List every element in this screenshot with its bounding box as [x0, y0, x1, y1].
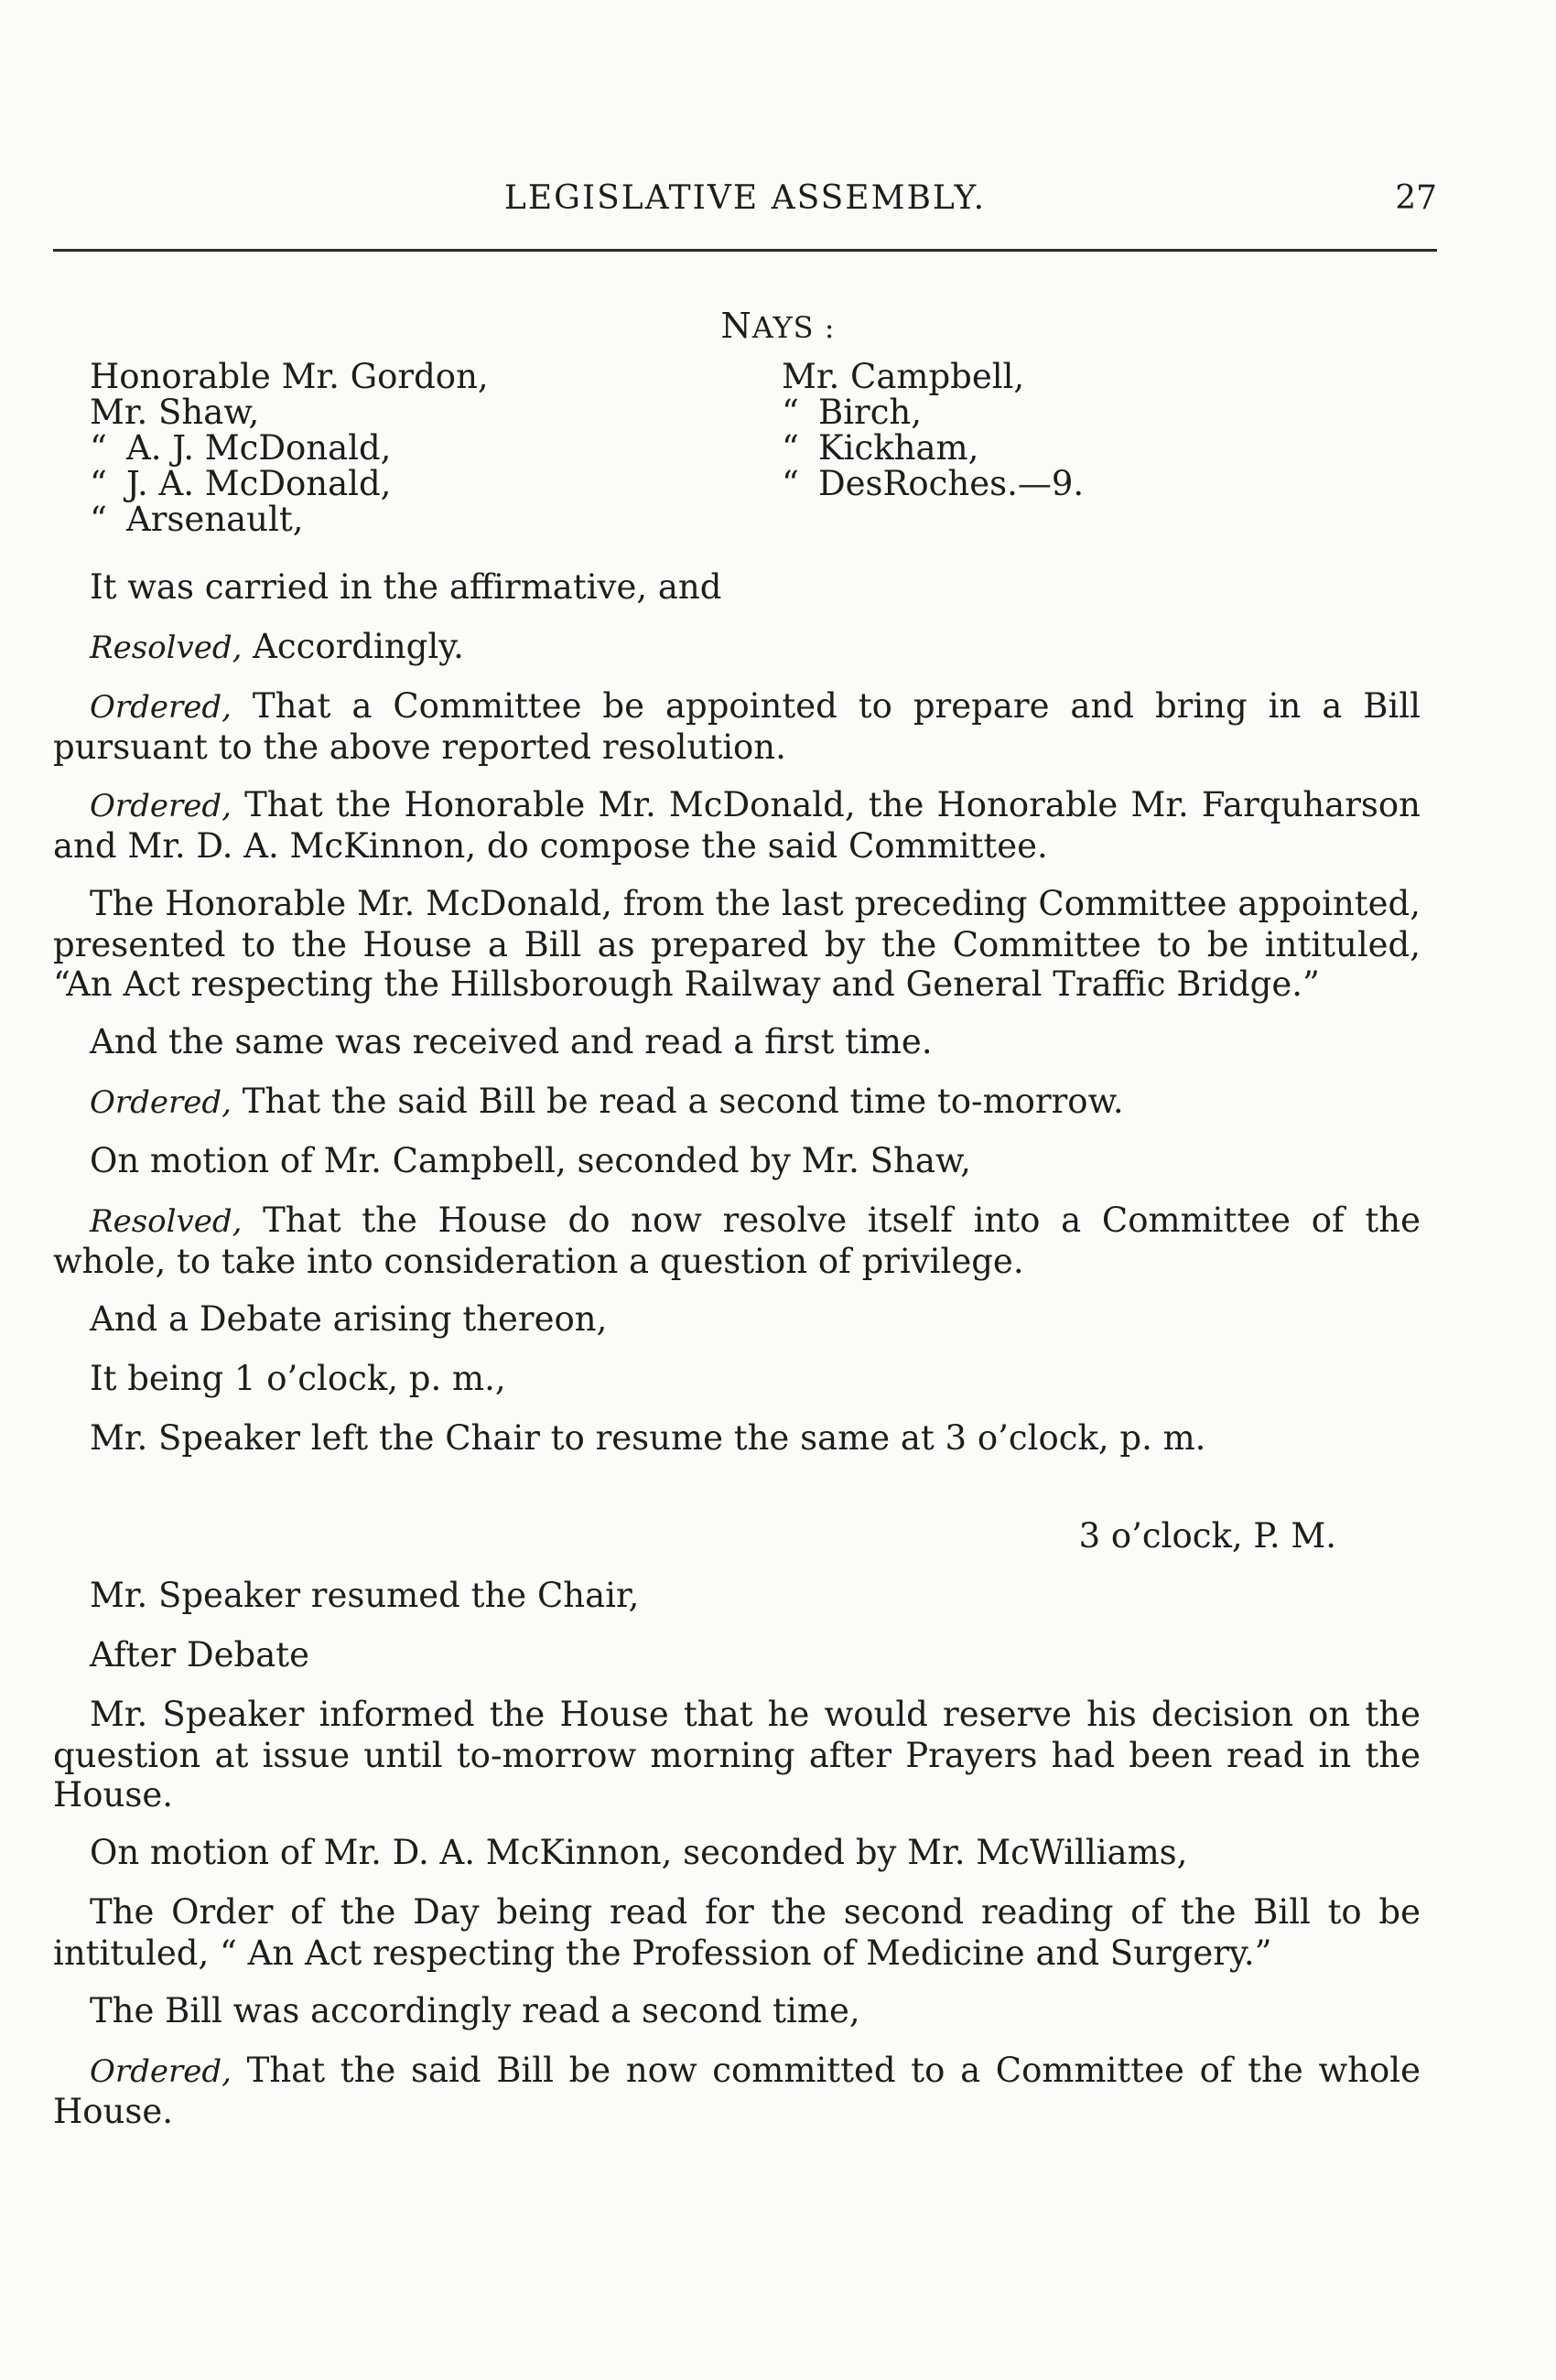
ditto-mark: “: [90, 428, 107, 468]
paragraph: Resolved, Accordingly.: [90, 627, 464, 666]
nays-heading: NAYS :: [720, 306, 836, 346]
journal-body: [53, 567, 1421, 2149]
paragraph: It being 1 o’clock, p. m.,: [90, 1359, 506, 1398]
paragraph: Resolved, That the House do now resolve itself into a Committee of the whole, to take into consideration a question of privilege.: [53, 1201, 1421, 1281]
paragraph: And the same was received and read a first time.: [90, 1022, 933, 1061]
paragraph: Mr. Speaker resumed the Chair,: [90, 1576, 640, 1615]
header-rule: [53, 249, 1437, 252]
nays-right-column: [782, 359, 1084, 501]
vote-name: Mr. Campbell,: [782, 357, 1025, 396]
page-number: 27: [1395, 179, 1437, 217]
paragraph: The Order of the Day being read for the second reading of the Bill to be intituled, “ An Act respecting the Profession of Medicine and Surgery.”: [53, 1892, 1421, 1973]
vote-name: “ Birch,: [782, 393, 923, 432]
paragraph: It was carried in the affirmative, and: [90, 567, 722, 607]
vote-name: “ J. A. McDonald,: [90, 464, 392, 503]
paragraph: The Bill was accordingly read a second time,: [90, 1991, 860, 2030]
ditto-mark: “: [90, 500, 107, 539]
ditto-mark: “: [782, 393, 799, 432]
paragraph: Mr. Speaker informed the House that he would reserve his decision on the question at issue until to-morrow morning after Prayers had been read in the House.: [53, 1695, 1421, 1815]
ditto-mark: “: [782, 428, 799, 468]
paragraph: After Debate: [90, 1635, 310, 1675]
paragraph: On motion of Mr. Campbell, seconded by Mr. Shaw,: [90, 1141, 971, 1180]
vote-name: Honorable Mr. Gordon,: [90, 357, 489, 396]
vote-name: “ Kickham,: [782, 428, 979, 468]
paragraph: And a Debate arising thereon,: [90, 1299, 608, 1339]
vote-name: Mr. Shaw,: [90, 393, 260, 432]
paragraph: Ordered, That the said Bill be now committed to a Committee of the whole House.: [53, 2051, 1421, 2131]
paragraph: Mr. Speaker left the Chair to resume the same at 3 o’clock, p. m.: [90, 1418, 1206, 1458]
time-marker: 3 o’clock, P. M.: [1078, 1516, 1336, 1556]
paragraph: Ordered, That the said Bill be read a second time to-morrow.: [90, 1082, 1124, 1121]
paragraph: On motion of Mr. D. A. McKinnon, seconded by Mr. McWilliams,: [90, 1833, 1188, 1872]
running-head: LEGISLATIVE ASSEMBLY.: [503, 179, 987, 217]
page-header: [53, 179, 1437, 225]
ditto-mark: “: [782, 464, 799, 503]
paragraph: Ordered, That the Honorable Mr. McDonald, the Honorable Mr. Farquharson and Mr. D. A. McKinnon, do compose the said Committee.: [53, 785, 1421, 866]
paragraph: Ordered, That a Committee be appointed to prepare and bring in a Bill pursuant to the above reported resolution.: [53, 686, 1421, 767]
nays-left-column: [90, 359, 489, 537]
vote-name: “ A. J. McDonald,: [90, 428, 392, 468]
vote-name: “ Arsenault,: [90, 500, 304, 539]
ditto-mark: “: [90, 464, 107, 503]
paragraph: The Honorable Mr. McDonald, from the last preceding Committee appointed, presented to the House a Bill as prepared by the Committee to be intituled, “An Act respecting the Hillsborough Railway and General Traffic Bridge.”: [53, 884, 1421, 1004]
vote-name: “ DesRoches.—9.: [782, 464, 1085, 503]
